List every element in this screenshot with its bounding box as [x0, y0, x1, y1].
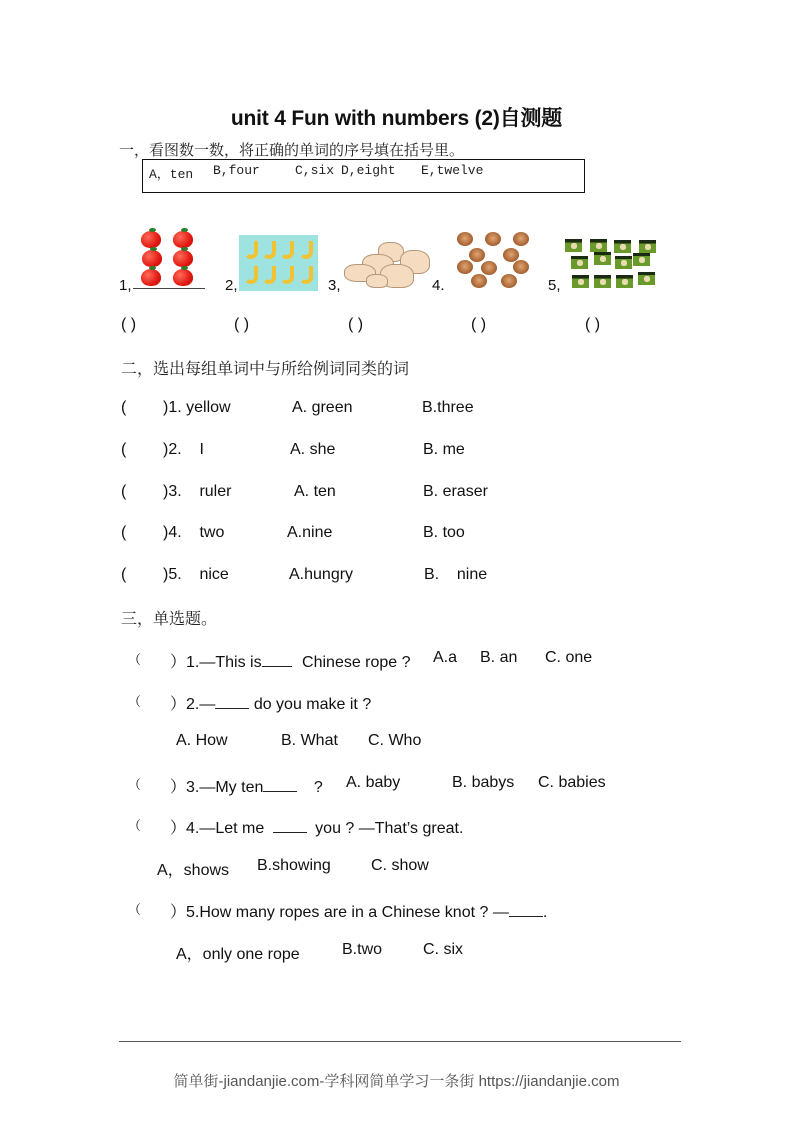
s3-q1-text: ）1.—This is: [170, 654, 262, 671]
s3-q1-option-b: B. an: [480, 649, 518, 666]
s2-q5-option-b: B. nine: [424, 566, 488, 583]
word-choice-d: D,eight: [341, 163, 396, 178]
fill-blank[interactable]: [263, 777, 297, 792]
s2-q4-open[interactable]: (: [121, 524, 127, 541]
s3-q4-text: ）4.—Let me: [170, 820, 265, 837]
s2-q4-option-a: A.nine: [287, 524, 333, 541]
s3-q1-option-a: A.a: [433, 649, 458, 666]
s2-q3-option-a: A. ten: [294, 483, 336, 500]
s3-q2-text-rest: do you make it ?: [253, 696, 372, 713]
s2-q1-option-b: B.three: [422, 399, 474, 416]
s3-q3-stem: [170, 774, 323, 797]
fill-blank[interactable]: [215, 694, 249, 709]
s3-q2-stem: [170, 691, 371, 714]
s3-q3-option-b: B. babys: [452, 774, 515, 791]
s2-q1-word: )1. yellow: [163, 399, 231, 416]
s2-q3-option-b: B. eraser: [423, 483, 488, 500]
s3-q2-option-c: C. Who: [368, 732, 422, 749]
item-5-label: 5,: [548, 277, 561, 294]
s3-q2-option-a: A. How: [176, 732, 228, 749]
fill-blank[interactable]: [509, 902, 543, 917]
word-choice-e: E,twelve: [421, 163, 484, 178]
section2-heading: 二，选出每组单词中与所给例词同类的词: [121, 359, 410, 378]
section1-heading: 一，看图数一数，将正确的单词的序号填在括号里。: [119, 141, 465, 159]
s3-q5-option-a: A，only one rope: [176, 946, 300, 963]
s3-q1-open[interactable]: （: [128, 652, 142, 667]
s2-q3-open[interactable]: (: [121, 483, 127, 500]
s3-q5-text: ）5.How many ropes are in a Chinese knot ? —: [170, 904, 509, 921]
s2-q1-open[interactable]: (: [121, 399, 127, 416]
s2-q5-option-a: A.hungry: [289, 566, 354, 583]
s3-q2-text: ）2.—: [170, 696, 216, 713]
s2-q3-word: )3. ruler: [163, 483, 232, 500]
s3-q3-option-a: A. baby: [346, 774, 401, 791]
s3-q1-text-rest: Chinese rope ?: [302, 654, 411, 671]
s3-q1-option-c: C. one: [545, 649, 593, 666]
s2-q2-word: )2. I: [163, 441, 204, 458]
s3-q5-option-c: C. six: [423, 941, 463, 958]
s3-q4-option-b: B.showing: [257, 857, 331, 874]
word-choice-a: A，ten: [149, 167, 194, 182]
s3-q3-text-rest: ?: [313, 779, 323, 796]
s3-q3-option-c: C. babies: [538, 774, 606, 791]
fill-blank[interactable]: [273, 818, 307, 833]
answer-blank-2[interactable]: ( ): [234, 316, 250, 333]
s3-q4-text-rest: you ? —That’s great.: [315, 820, 464, 837]
word-choices-box: [142, 159, 585, 193]
s3-q5-open[interactable]: （: [128, 902, 142, 917]
s2-q5-word: )5. nice: [163, 566, 229, 583]
section3-heading: 三，单选题。: [121, 609, 218, 628]
s3-q5-stem: [170, 899, 547, 922]
s3-q5-option-b: B.two: [342, 941, 383, 958]
s2-q2-option-a: A. she: [290, 441, 336, 458]
item-2-label: 2,: [225, 277, 238, 294]
s3-q1-stem: [170, 649, 411, 672]
s3-q4-stem: [170, 815, 463, 838]
answer-blank-5[interactable]: ( ): [585, 316, 601, 333]
footer-text: 简单街-jiandanjie.com-学科网简单学习一条街 https://jiandanjie.com: [173, 1073, 620, 1090]
item-1-label: 1,: [119, 277, 132, 294]
s3-q2-option-b: B. What: [281, 732, 338, 749]
answer-blank-4[interactable]: ( ): [471, 316, 487, 333]
item-4-label: 4.: [432, 277, 445, 294]
twelve-photos-image: [565, 239, 657, 291]
six-apples-image: [138, 228, 198, 288]
s2-q1-option-a: A. green: [292, 399, 353, 416]
answer-line: [133, 288, 205, 289]
s3-q4-open[interactable]: （: [128, 818, 142, 833]
fill-blank[interactable]: [262, 652, 292, 667]
s3-q5-text-rest: .: [542, 904, 548, 921]
item-3-label: 3,: [328, 277, 341, 294]
s2-q4-word: )4. two: [163, 524, 225, 541]
s3-q2-open[interactable]: （: [128, 694, 142, 709]
s2-q5-open[interactable]: (: [121, 566, 127, 583]
word-choice-b: B,four: [213, 163, 260, 178]
answer-blank-3[interactable]: ( ): [348, 316, 364, 333]
s2-q2-option-b: B. me: [423, 441, 465, 458]
cats-image: [342, 240, 434, 290]
s2-q4-option-b: B. too: [423, 524, 465, 541]
s2-q2-open[interactable]: (: [121, 441, 127, 458]
footer-divider: [119, 1041, 681, 1042]
ten-dogs-image: [455, 230, 537, 290]
s3-q4-option-c: C. show: [371, 857, 429, 874]
eight-bananas-image: [239, 235, 318, 291]
answer-blank-1[interactable]: ( ): [121, 316, 137, 333]
page-title: unit 4 Fun with numbers (2)自测题: [230, 107, 563, 130]
s3-q3-open[interactable]: （: [128, 777, 142, 792]
s3-q4-option-a: A，shows: [157, 862, 230, 879]
word-choice-c: C,six: [295, 163, 335, 178]
s3-q3-text: ）3.—My ten: [170, 779, 264, 796]
